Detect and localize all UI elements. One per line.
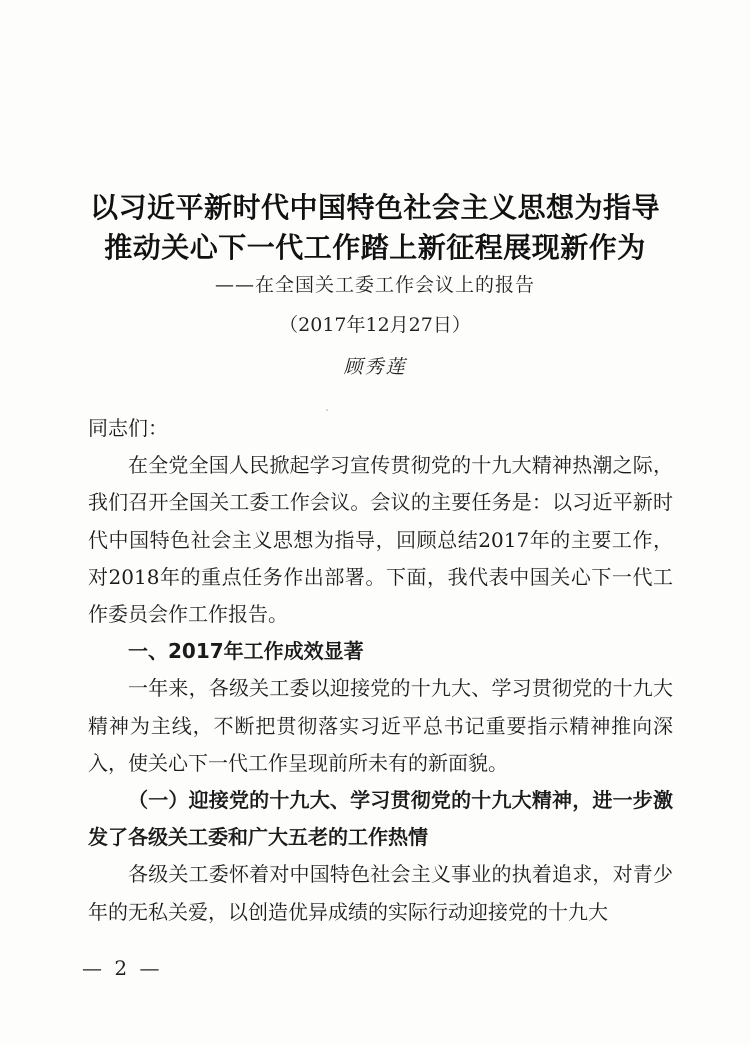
document-date: （2017年12月27日） [279, 314, 471, 336]
page-number: — 2 — [82, 956, 163, 980]
salutation: 同志们： [88, 416, 168, 440]
document-title-line-1: 以习近平新时代中国特色社会主义思想为指导 [89, 191, 660, 224]
paragraph-3: 各级关工委怀着对中国特色社会主义事业的执着追求，对青少年的无私关爱，以创造优异成绩的实际行动迎接党的十九大 [88, 862, 673, 924]
document-title-line-2: 推动关心下一代工作踏上新征程展现新作为 [104, 231, 646, 264]
document-author: 顾秀莲 [343, 356, 407, 378]
body-text [88, 410, 673, 931]
paragraph-2: 一年来，各级关工委以迎接党的十九大、学习贯彻党的十九大精神为主线，不断把贯彻落实习近平总书记重要指示精神推向深入，使关心下一代工作呈现前所未有的新面貌。 [88, 676, 673, 775]
subsection-1-heading: （一）迎接党的十九大、学习贯彻党的十九大精神，进一步激发了各级关工委和广大五老的工作热情 [88, 788, 673, 850]
title-block [0, 188, 750, 382]
document-subtitle: ——在全国关工委工作会议上的报告 [214, 274, 535, 296]
section-1-heading: 一、2017年工作成效显著 [128, 639, 364, 664]
paragraph-1: 在全党全国人民掀起学习宣传贯彻党的十九大精神热潮之际，我们召开全国关工委工作会议。会议的主要任务是：以习近平新时代中国特色社会主义思想为指导，回顾总结2017年的主要工作，对2018年的重点任务作出部署。下面，我代表中国关心下一代工作委员会作工作报告。 [88, 453, 673, 627]
